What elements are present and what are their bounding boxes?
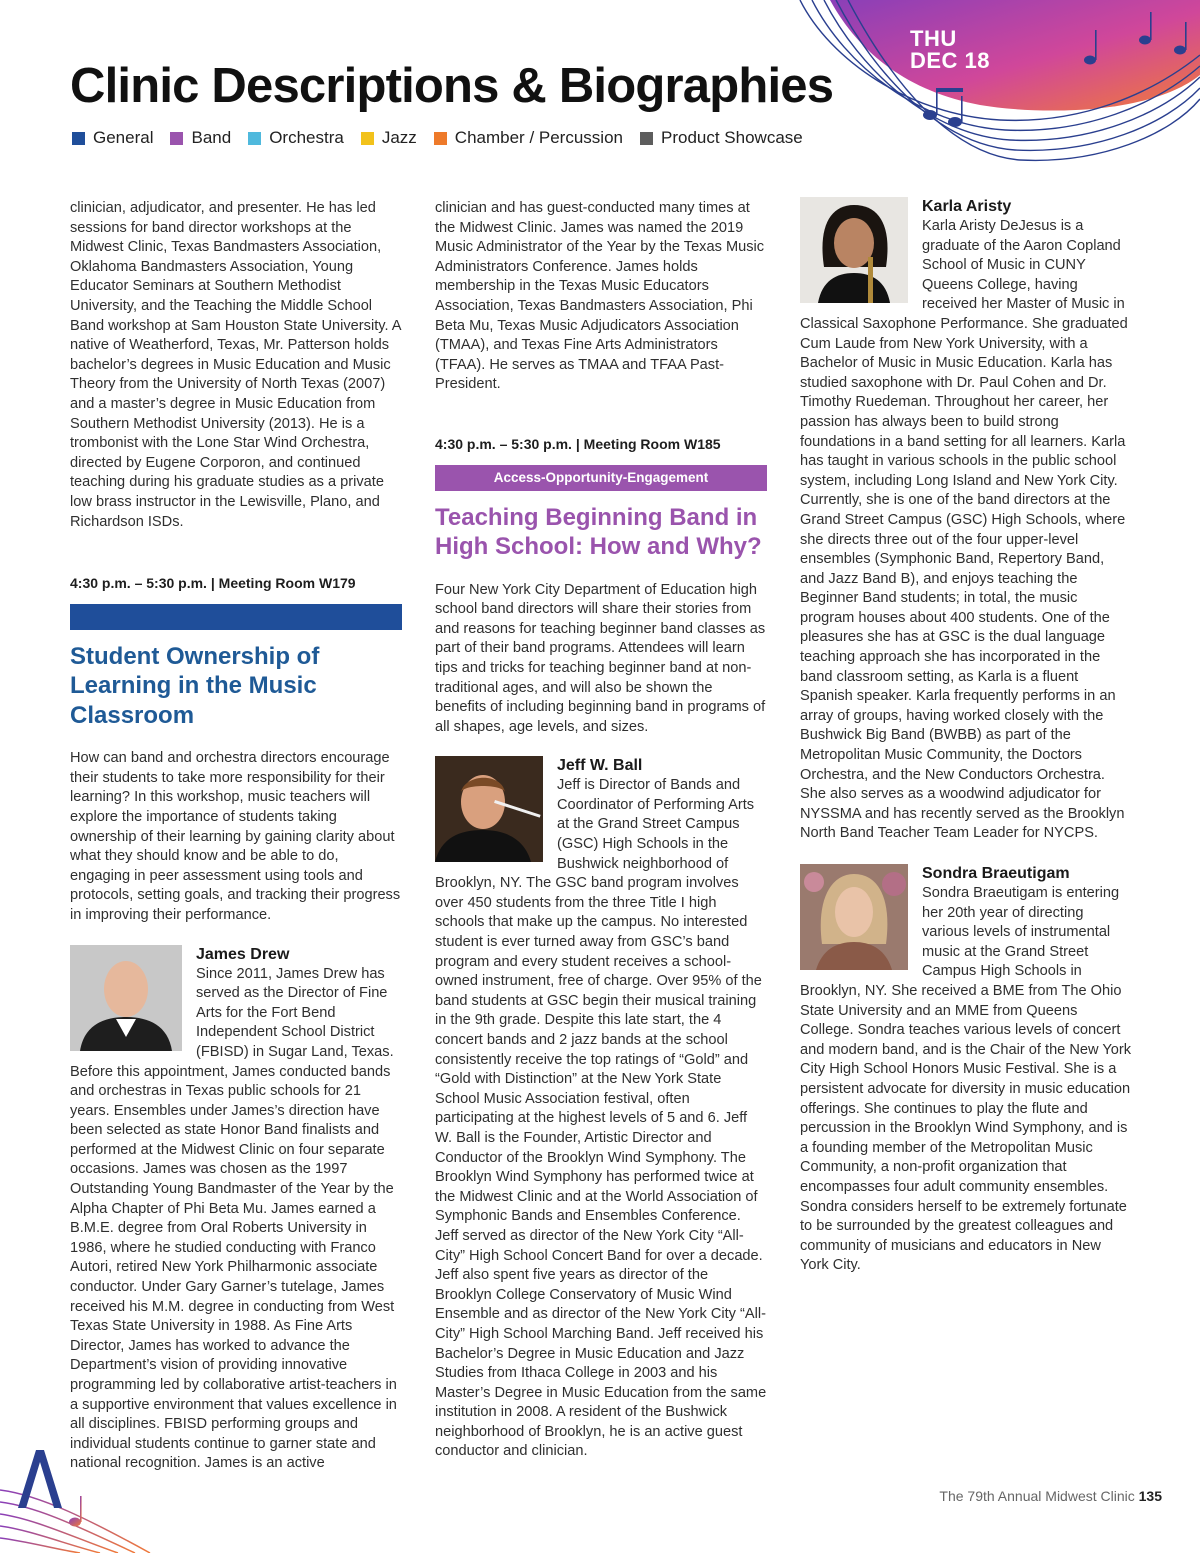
bio-sondra-braeutigam <box>800 864 1132 1276</box>
column-3 <box>800 197 1132 1276</box>
legend-label: Orchestra <box>269 128 344 147</box>
category-legend <box>72 128 803 148</box>
page-footer <box>939 1488 1162 1504</box>
category-bar-general <box>70 604 402 630</box>
music-staff-decoration <box>790 0 1200 175</box>
legend-label: Jazz <box>381 128 417 147</box>
session-time-room: 4:30 p.m. – 5:30 p.m. | Meeting Room W179 <box>70 575 356 592</box>
bio-continuation: clinician and has guest-conducted many times at the Midwest Clinic. James was named the 2019 Music Administrator of the Year by the Texas Music Administrators Conference. James holds membership in the Texas Music Educators Association, Texas Bandmasters Association, Phi Beta Mu, Texas Music Adjudicators Association (TMAA), and Texas Fine Arts Administrators (TFAA). He serves as TMAA and TFAA Past-President. <box>435 200 765 393</box>
photo-jeff-ball <box>435 756 543 862</box>
legend-label: Product Showcase <box>660 128 803 147</box>
legend-swatch <box>72 132 85 145</box>
bio-text: Jeff is Director of Bands and Coordinator of Performing Arts at the Grand Street Campus (GSC) High Schools in the Bushwick neighborhood of Brooklyn, NY. The GSC band program involves over 450 students from the three Title I high schools that make up the campus. No interested student is ever turned away from GSC’s band program and every student receives a school-owned instrument, free of charge. Over 95% of the band students at GSC begin their musical training in the 9th grade. Despite this late start, the 4 concert bands and 2 jazz bands at the school consistently receive the top ratings of “Gold” and “Gold with Distinction” at the New York State School Music Association festival, often participating at the highest levels of 5 and 6. Jeff W. Ball is the Founder, Artistic Director and Conductor of the Brooklyn Wind Symphony. The Brooklyn Wind Symphony has performed twice at the Midwest Clinic and at the World Association of Symphonic Bands and Ensembles Conference. Jeff served as director of the New York City “All-City” High School Concert Band for over a decade. Jeff also spent five years as director of the Brooklyn College Conservatory of Music Wind Ensemble and as director of the New York City “All-City” High School Marching Band. Jeff received his Bachelor’s Degree in Music Education and Jazz Studies from Ithaca College in 2003 and his Master’s Degree in Music Education from the same institution in 2008. A resident of the Bushwick neighborhood of Brooklyn, he is an active guest conductor and clinician. <box>435 777 767 1460</box>
clinic-title: Student Ownership of Learning in the Music Classroom <box>70 642 320 729</box>
bio-jeff-ball <box>435 756 767 1462</box>
legend-label: General <box>93 128 154 147</box>
session-room: Meeting Room W179 <box>218 575 356 592</box>
page-title: Clinic Descriptions & Biographies <box>70 59 834 113</box>
legend-item-product-showcase <box>640 128 803 148</box>
bio-name: James Drew <box>196 945 290 963</box>
session-time: 4:30 p.m. – 5:30 p.m. <box>435 435 572 452</box>
bio-name: Sondra Braeutigam <box>922 865 1070 882</box>
bio-name: Jeff W. Ball <box>557 757 643 775</box>
session-time-room: 4:30 p.m. – 5:30 p.m. | Meeting Room W185 <box>435 435 721 452</box>
bio-name: Karla Aristy <box>922 198 1012 215</box>
session-room: Meeting Room W185 <box>583 435 721 452</box>
legend-swatch <box>640 132 653 145</box>
column-1 <box>70 199 402 1474</box>
date-badge <box>910 28 990 72</box>
legend-item-chamber-percussion <box>434 128 623 148</box>
photo-sondra-braeutigam <box>800 864 908 970</box>
bio-text: Sondra Braeutigam is entering her 20th year of directing various levels of instrumental music at the Grand Street Campus High Schools in Brooklyn, NY. She received a BME from The Ohio State University and an MME from Queens College. Sondra teaches various levels of concert and modern band, and is the Chair of the New York City High School Honors Music Festival. She is a persistent advocate for diversity in music education offerings. She continues to play the flute and percussion in the Brooklyn Wind Symphony, and is a founding member of the Metropolitan Music Community, a non-profit organization that encompasses four adult community ensembles. Sondra considers herself to be extremely fortunate to be surrounded by the greatest colleagues and community of musicians and educators in New York City. <box>800 885 1132 1274</box>
legend-swatch <box>170 132 183 145</box>
bio-text: Since 2011, James Drew has served as the Director of Fine Arts for the Fort Bend Independent School District (FBISD) in Sugar Land, Texas. Before this appointment, James conducted bands and orchestras in Texas public schools for 21 years. Ensembles under James’s direction have been selected as state Honor Band finalists and performed at the Midwest Clinic on four separate occasions. James was chosen as the 1997 Outstanding Young Bandmaster of the Year by the Alpha Chapter of Phi Beta Mu. James earned a B.M.E. degree from Oral Roberts University in 1986, where he studied conducting with Franco Autori, retired New York Philharmonic associate conductor. Under Gary Garner’s tutelage, James received his M.M. degree in conducting from West Texas State University in 1988. As Fine Arts Director, James has worked to advance the Department’s vision of providing innovative programming led by collaborative artist-teachers in a supportive environment that values excellence in all disciplines. FBISD performing groups and individual students continue to garner state and national recognition. James is an active <box>70 965 397 1472</box>
column-2 <box>435 199 767 1462</box>
clinic-title: Teaching Beginning Band in High School: How and Why? <box>435 503 762 561</box>
legend-item-band <box>170 128 231 148</box>
bio-karla-aristy <box>800 197 1132 844</box>
legend-swatch <box>361 132 374 145</box>
legend-label: Band <box>191 128 232 147</box>
session-time: 4:30 p.m. – 5:30 p.m. <box>70 575 207 592</box>
category-bar-band: Access-Opportunity-Engagement <box>435 465 767 491</box>
legend-item-general <box>72 128 153 148</box>
session-w185 <box>435 435 767 737</box>
photo-karla-aristy <box>800 197 908 303</box>
legend-item-orchestra <box>248 128 344 148</box>
photo-james-drew <box>70 945 182 1051</box>
bio-continuation: clinician, adjudicator, and presenter. He has led sessions for band director workshops at the Midwest Clinic, Texas Bandmasters Association, Oklahoma Bandmasters Association, Young Educator Seminars at Southern Methodist University, and the Teaching the Middle School Band workshop at Sam Houston State University. A native of Weatherford, Texas, Mr. Patterson holds bachelor’s degrees in Music Education and Music Theory from the University of North Texas (2007) and a master’s degree in Music Education from Southern Methodist University (2013). He is a trombonist with the Lone Star Wind Orchestra, directed by Eugene Corporon, and continued teaching during his graduate studies as a private low brass instructor in the Lewisville, Plano, and Richardson ISDs. <box>70 200 401 530</box>
date-day: THU <box>910 26 957 51</box>
page-number: 135 <box>1138 1488 1162 1504</box>
session-w179 <box>70 574 402 925</box>
legend-swatch <box>434 132 447 145</box>
clinic-description: How can band and orchestra directors encourage their students to take more responsibility for their learning? In this workshop, music teachers will explore the importance of students taking ownership of their learning by gaining clarity about what they should know and be able to do, engaging in peer assessment using tools and protocols, setting goals, and tracking their progress in improving their performance. <box>70 750 401 923</box>
date-date: DEC 18 <box>910 48 991 73</box>
legend-item-jazz <box>361 128 417 148</box>
bio-james-drew <box>70 945 402 1474</box>
legend-swatch <box>248 132 261 145</box>
clinic-description: Four New York City Department of Education high school band directors will share their stories from and reasons for teaching beginner band classes as part of their band programs. Attendees will learn tips and tricks for teaching beginner band at non-traditional ages, and will also be shown the benefits of including beginning band in programs of all shapes, age levels, and sizes. <box>435 581 766 735</box>
legend-label: Chamber / Percussion <box>454 128 623 147</box>
publication-name: The 79th Annual Midwest Clinic <box>939 1488 1135 1504</box>
bio-text: Karla Aristy DeJesus is a graduate of the Aaron Copland School of Music in CUNY Queens College, having received her Master of Music in Classical Saxophone Performance. She graduated Cum Laude from New York University, with a Bachelor of Music in Music Education. Karla has studied saxophone with Dr. Paul Cohen and Dr. Timothy Ruedeman. Throughout her career, her passion has always been to build strong foundations in a band setting for all learners. Karla has taught in various schools in the public school system, including Long Island and New York City. Currently, she is one of the band directors at the Grand Street Campus (GSC) High Schools, where she directs three out of the four upper-level ensembles (Symphonic Band, Repertory Band, and Jazz Band B), and enjoys teaching the Beginner Band students; in total, the music program houses about 400 students. One of the pleasures she has at GSC is the dual language teaching approach she has incorporated in the band classroom setting, as Karla is a fluent Spanish speaker. Karla frequently performs in an array of groups, having worked closely with the Bushwick Big Band (BWBB) as part of the Metropolitan Music Community, the Doctors Orchestra, and the New Conductors Orchestra. She also serves as a woodwind adjudicator for NYSSMA and has recently served as the Brooklyn North Band Teacher Team Leader for NYCPS. <box>800 218 1128 842</box>
